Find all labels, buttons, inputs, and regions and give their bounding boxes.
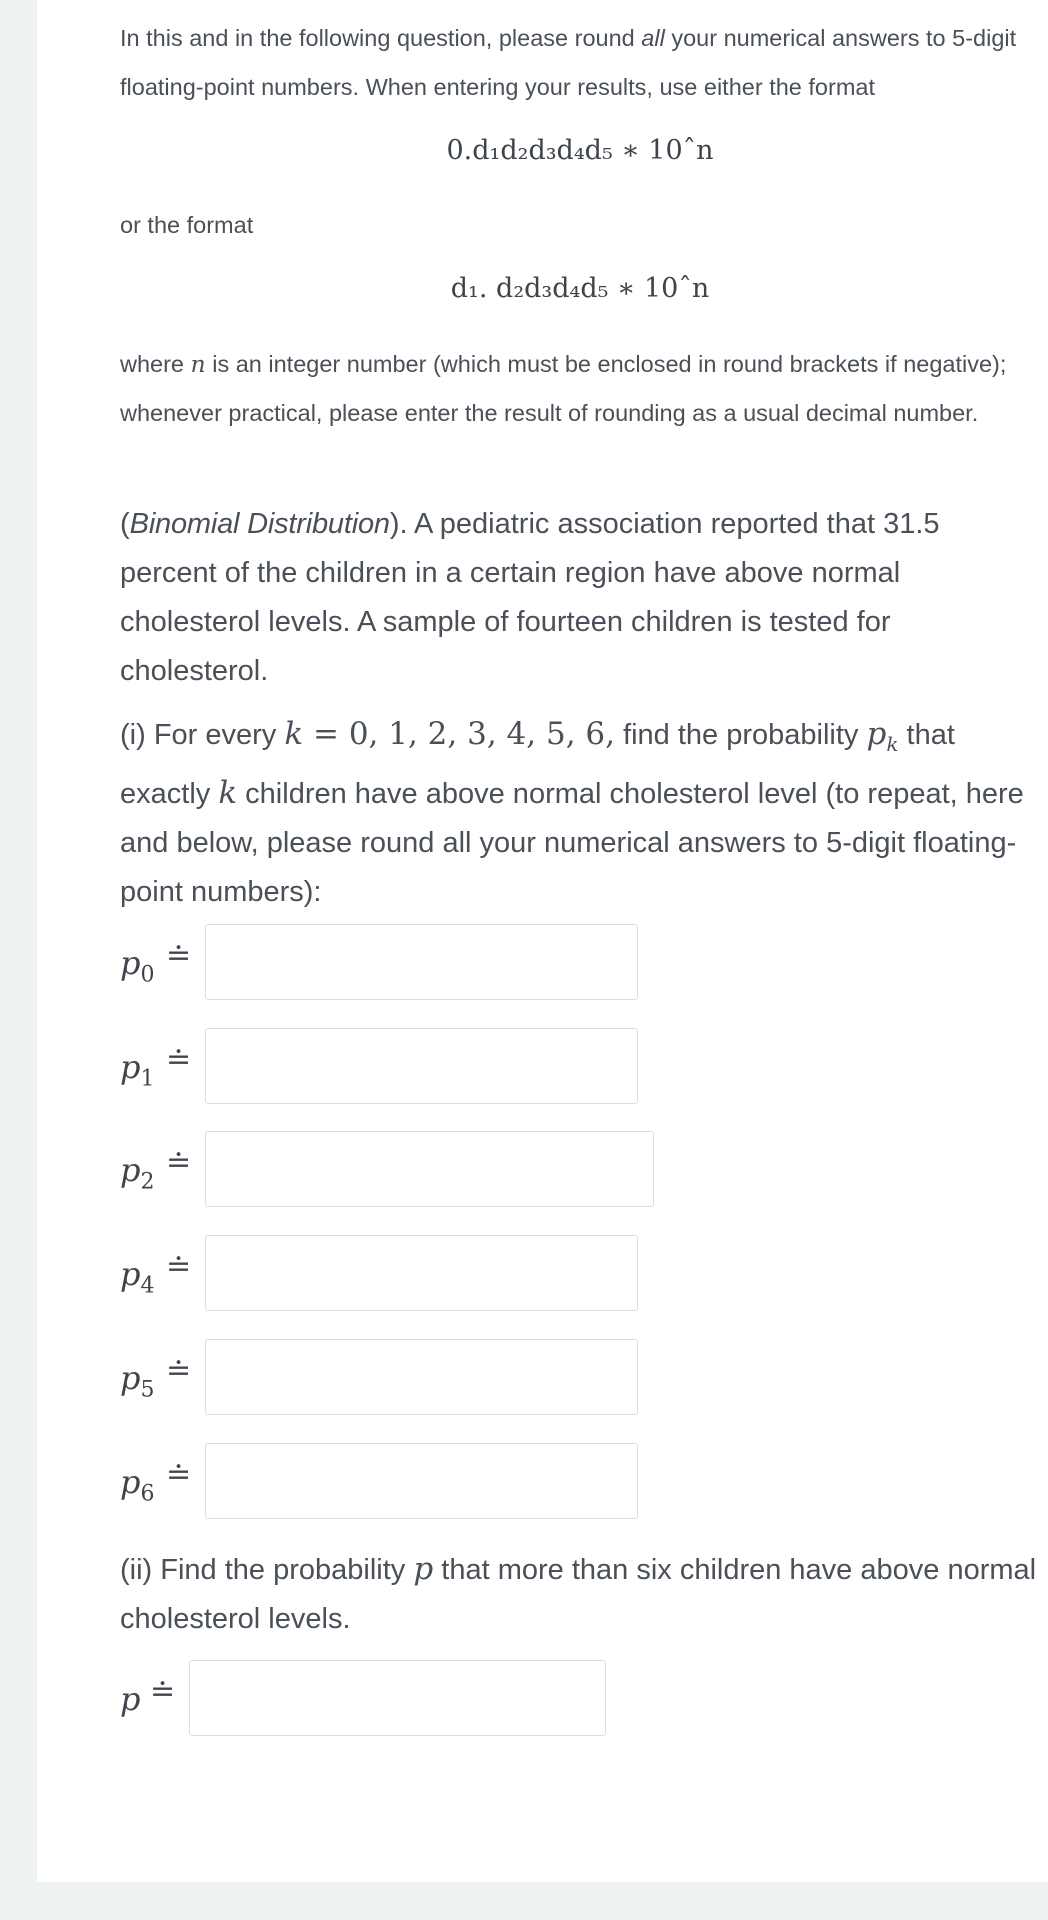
label-p4	[120, 1255, 154, 1298]
part-2-text-a: (ii) Find the probability	[120, 1554, 414, 1586]
problem-topic: Binomial Distribution	[129, 508, 390, 540]
part-1-text-c: that exactly	[120, 719, 955, 810]
part-1-text-d: children have above normal cholesterol level (to repeat, here and below, please round all your numerical answers to 5-digit floating-point numbers):	[120, 777, 1024, 908]
label-sub: 0	[140, 962, 155, 988]
problem-statement	[120, 500, 1020, 696]
or-format-text: or the format	[120, 212, 254, 238]
label-sub: 2	[140, 1169, 155, 1195]
question-card	[37, 0, 1048, 1882]
variable-p-sub-k: k	[886, 731, 899, 756]
integer-note	[120, 340, 1040, 438]
format-2-formula	[120, 273, 1040, 304]
label-p1	[120, 1048, 154, 1091]
label-sub: 6	[140, 1481, 155, 1507]
part-2-question	[120, 1545, 1040, 1644]
label-var: p	[120, 1255, 141, 1293]
label-p2	[120, 1151, 154, 1194]
rounding-instructions	[120, 14, 1040, 112]
instruction-text-cont: your numerical answers to 5-digit floating-point numbers. When entering your results, use either the format	[120, 25, 1017, 100]
part-1-text-a: (i) For every	[120, 719, 285, 751]
format-2-text: d₁. d₂d₃d₄d₅ ∗ 10ˆn	[450, 273, 710, 304]
label-var: p	[120, 1048, 141, 1086]
label-var: p	[120, 944, 141, 982]
answer-input-p2[interactable]	[205, 1131, 654, 1207]
answer-input-p0[interactable]	[205, 924, 638, 1000]
variable-k: k	[284, 716, 304, 752]
instruction-text: In this and in the following question, please round	[120, 25, 642, 51]
integer-note-end: is an integer number (which must be enclosed in round brackets if negative); whenever practical, please enter the result of rounding as a usual decimal number.	[120, 351, 1007, 426]
approx-equal-icon: ≐	[166, 938, 192, 973]
instruction-emphasis: all	[641, 25, 665, 51]
format-1-text: 0.d₁d₂d₃d₄d₅ ∗ 10ˆn	[446, 135, 714, 166]
approx-equal-icon: ≐	[166, 1249, 192, 1284]
format-1-formula	[120, 135, 1040, 166]
k-values: = 0, 1, 2, 3, 4, 5, 6,	[303, 716, 615, 752]
answer-input-p1[interactable]	[205, 1028, 638, 1104]
approx-equal-icon: ≐	[166, 1042, 192, 1077]
variable-n: n	[190, 350, 206, 378]
label-sub: 4	[140, 1273, 155, 1299]
variable-k-2: k	[218, 774, 238, 811]
label-sub: 5	[140, 1377, 155, 1403]
variable-p: p	[866, 716, 887, 752]
approx-equal-icon: ≐	[150, 1674, 176, 1709]
variable-p: p	[413, 1551, 434, 1587]
label-p: p	[120, 1680, 141, 1718]
approx-equal-icon: ≐	[166, 1353, 192, 1388]
label-var: p	[120, 1151, 141, 1189]
integer-note-start: where	[120, 351, 191, 377]
part-2-text-b: that more than six children have above normal cholesterol levels.	[120, 1554, 1037, 1635]
answer-input-p6[interactable]	[205, 1443, 638, 1519]
answer-input-p[interactable]	[189, 1660, 606, 1736]
approx-equal-icon: ≐	[166, 1457, 192, 1492]
label-p6	[120, 1463, 154, 1506]
answer-input-p4[interactable]	[205, 1235, 638, 1311]
approx-equal-icon: ≐	[166, 1145, 192, 1180]
label-p5	[120, 1359, 154, 1402]
part-1-question	[120, 710, 1040, 917]
problem-text: ). A pediatric association reported that 31.5 percent of the children in a certain region have above normal cholesterol levels. A sample of fourteen children is tested for cholesterol.	[120, 508, 940, 687]
part-1-text-b: find the probability	[615, 719, 867, 751]
paren: (	[120, 508, 130, 540]
answer-input-p5[interactable]	[205, 1339, 638, 1415]
label-var: p	[120, 1463, 141, 1501]
label-sub: 1	[140, 1066, 155, 1092]
label-p0	[120, 944, 154, 987]
label-var: p	[120, 1359, 141, 1397]
